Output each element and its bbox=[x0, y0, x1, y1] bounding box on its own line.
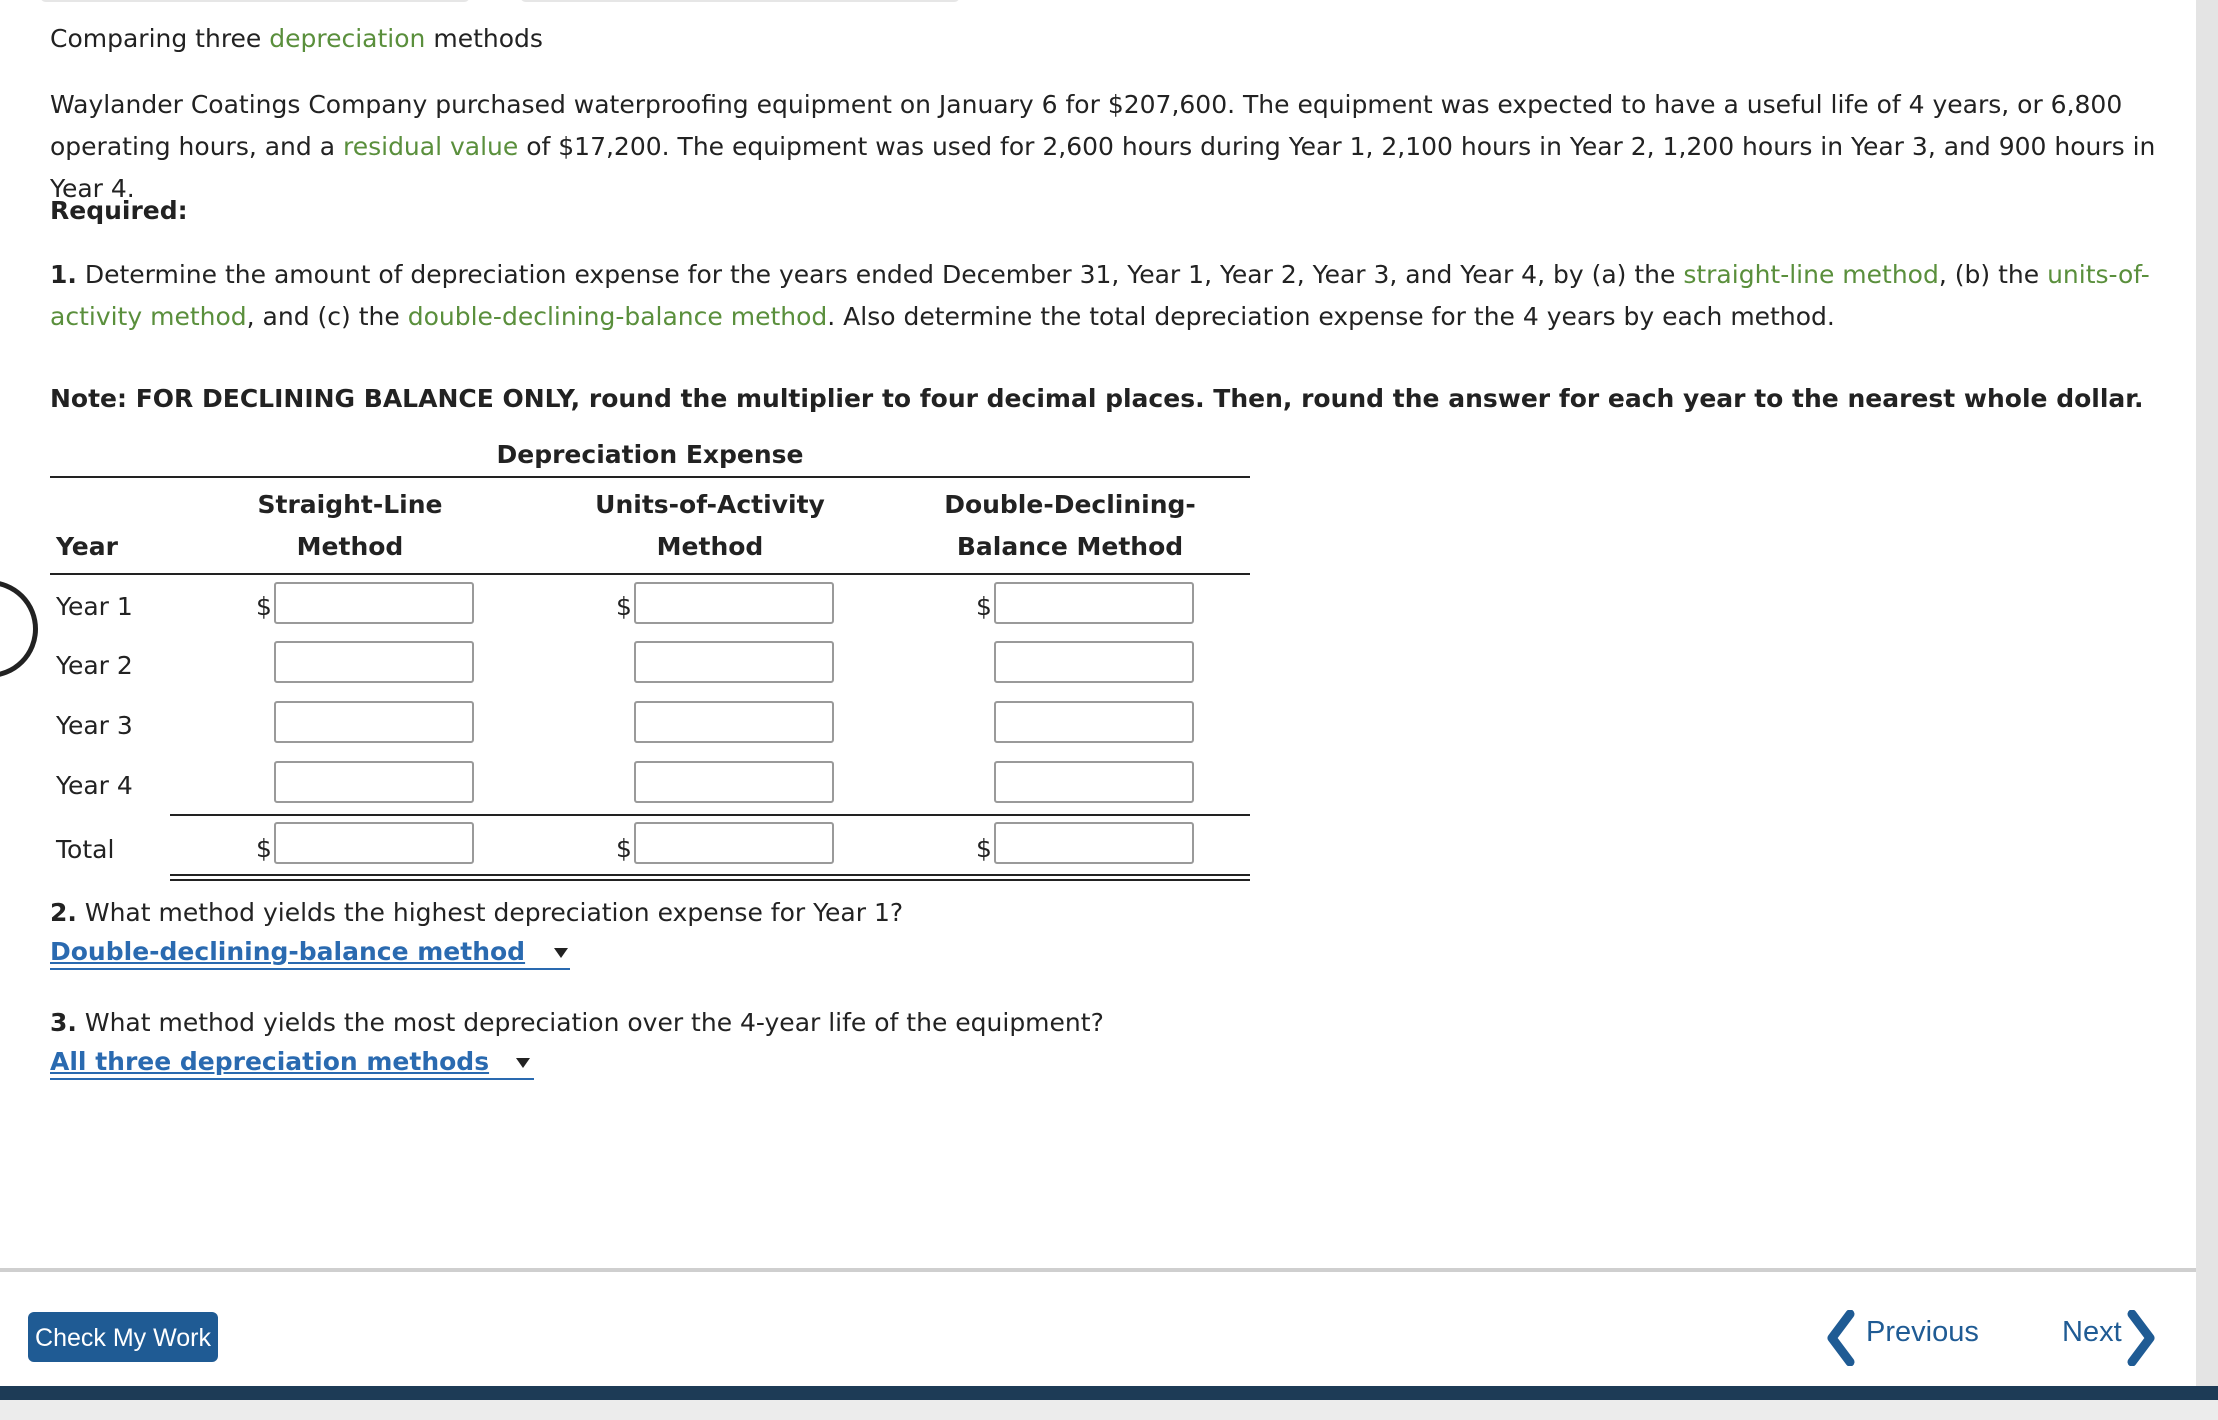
caption-rule bbox=[50, 476, 1250, 478]
col-ddb-line2: Balance Method bbox=[956, 532, 1184, 561]
col-ua-line1: Units-of-Activity bbox=[595, 490, 825, 519]
footer-divider bbox=[0, 1268, 2196, 1272]
col-ua-line2: Method bbox=[656, 532, 764, 561]
q3-selected-value: All three depreciation methods bbox=[50, 1047, 490, 1076]
row-label-year-3: Year 3 bbox=[56, 711, 133, 740]
straight-line-link[interactable]: straight-line method bbox=[1683, 260, 1939, 289]
scrollbar-track[interactable] bbox=[2196, 0, 2218, 1400]
ua-year1-input[interactable] bbox=[634, 582, 834, 624]
problem-text-2: of $17,200. The equipment was used for 2,600 hours during Year 1, 2,100 hours in Year 2, 1,200 hours in Year 3, and 900 hours in Year 4. bbox=[50, 132, 2156, 203]
question-2 bbox=[50, 898, 903, 927]
subtotal-rule bbox=[170, 814, 1250, 816]
row-label-total: Total bbox=[56, 835, 115, 864]
depreciation-link[interactable]: depreciation bbox=[269, 24, 426, 53]
sl-year1-input[interactable] bbox=[274, 582, 474, 624]
currency-ua-total: $ bbox=[616, 834, 632, 863]
q2-method-select[interactable] bbox=[50, 938, 570, 970]
question-3 bbox=[50, 1008, 1104, 1037]
units-of-activity-link[interactable]: units-of-activity method bbox=[50, 260, 2150, 331]
chevron-right-icon bbox=[2126, 1310, 2160, 1366]
sl-year3-input[interactable] bbox=[274, 701, 474, 743]
ua-year2-input[interactable] bbox=[634, 641, 834, 683]
ddb-year4-input[interactable] bbox=[994, 761, 1194, 803]
ddb-year2-input[interactable] bbox=[994, 641, 1194, 683]
table-caption: Depreciation Expense bbox=[496, 440, 804, 469]
next-label: Next bbox=[2062, 1316, 2122, 1348]
col-year-header: Year bbox=[56, 532, 118, 561]
top-tab-left bbox=[40, 0, 470, 2]
cursor-ring-icon bbox=[0, 580, 38, 678]
row-label-year-4: Year 4 bbox=[56, 771, 133, 800]
row-label-year-1: Year 1 bbox=[56, 592, 133, 621]
check-my-work-button[interactable]: Check My Work bbox=[28, 1312, 218, 1362]
currency-sl-year1: $ bbox=[256, 592, 272, 621]
row-label-year-2: Year 2 bbox=[56, 651, 133, 680]
col-ddb-header bbox=[920, 484, 1220, 568]
q2-selected-value: Double-declining-balance method bbox=[50, 937, 526, 966]
ua-total-input[interactable] bbox=[634, 822, 834, 864]
q1-text-a: Determine the amount of depreciation expense for the years ended December 31, Year 1, Year 2, Year 3, and Year 4, by (a) the bbox=[76, 260, 1684, 289]
question-1-number: 1. bbox=[50, 260, 77, 289]
previous-label: Previous bbox=[1866, 1316, 1979, 1348]
sl-year4-input[interactable] bbox=[274, 761, 474, 803]
currency-ua-year1: $ bbox=[616, 592, 632, 621]
col-straight-line-header bbox=[200, 484, 500, 568]
problem-text-1: Waylander Coatings Company purchased waterproofing equipment on January 6 for $207,600. The equipment was expected to have a useful life of 4 years, or 6,800 operating hours, and a bbox=[50, 90, 2123, 161]
ua-year3-input[interactable] bbox=[634, 701, 834, 743]
question-3-number: 3. bbox=[50, 1008, 77, 1037]
chevron-left-icon bbox=[1822, 1310, 1856, 1366]
ddb-total-input[interactable] bbox=[994, 822, 1194, 864]
required-label: Required: bbox=[50, 196, 188, 225]
col-sl-line1: Straight-Line bbox=[257, 490, 443, 519]
header-rule bbox=[50, 573, 1250, 575]
currency-ddb-year1: $ bbox=[976, 592, 992, 621]
bottom-margin bbox=[0, 1400, 2218, 1420]
total-rule-1 bbox=[170, 874, 1250, 876]
ddb-year3-input[interactable] bbox=[994, 701, 1194, 743]
q1-text-d: . Also determine the total depreciation expense for the 4 years by each method. bbox=[827, 302, 1835, 331]
currency-sl-total: $ bbox=[256, 834, 272, 863]
question-2-text: What method yields the highest depreciation expense for Year 1? bbox=[76, 898, 904, 927]
col-sl-line2: Method bbox=[296, 532, 404, 561]
bottom-status-bar bbox=[0, 1386, 2218, 1400]
sl-total-input[interactable] bbox=[274, 822, 474, 864]
chevron-down-icon bbox=[554, 948, 568, 958]
problem-statement bbox=[50, 84, 2190, 210]
title-text-end: methods bbox=[425, 24, 543, 53]
double-declining-link[interactable]: double-declining-balance method bbox=[407, 302, 828, 331]
total-rule-2 bbox=[170, 879, 1250, 881]
col-units-header bbox=[560, 484, 860, 568]
sl-year2-input[interactable] bbox=[274, 641, 474, 683]
chevron-down-icon bbox=[516, 1058, 530, 1068]
q3-method-select[interactable] bbox=[50, 1048, 534, 1080]
question-1 bbox=[50, 254, 2190, 338]
q1-text-b: , (b) the bbox=[1938, 260, 2048, 289]
currency-ddb-total: $ bbox=[976, 834, 992, 863]
question-2-number: 2. bbox=[50, 898, 77, 927]
top-tab-right bbox=[520, 0, 960, 2]
rounding-note: Note: FOR DECLINING BALANCE ONLY, round the multiplier to four decimal places. Then, round the answer for each year to the nearest whole dollar. bbox=[50, 384, 2144, 413]
question-3-text: What method yields the most depreciation over the 4-year life of the equipment? bbox=[76, 1008, 1104, 1037]
q1-text-c: , and (c) the bbox=[246, 302, 408, 331]
residual-value-link[interactable]: residual value bbox=[342, 132, 519, 161]
problem-title bbox=[50, 24, 543, 53]
ddb-year1-input[interactable] bbox=[994, 582, 1194, 624]
title-text: Comparing three bbox=[50, 24, 270, 53]
ua-year4-input[interactable] bbox=[634, 761, 834, 803]
col-ddb-line1: Double-Declining- bbox=[944, 490, 1196, 519]
